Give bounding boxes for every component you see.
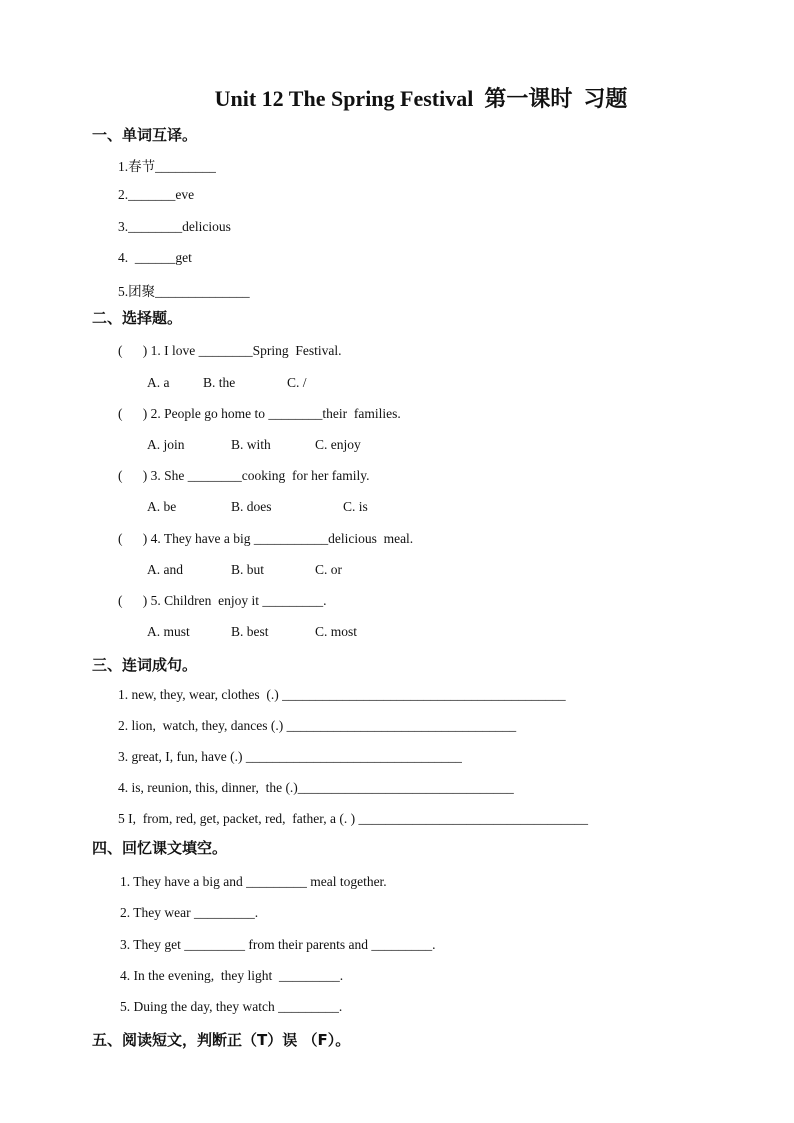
choice-option: A. must bbox=[147, 624, 190, 639]
sentence-item-2: 2. lion, watch, they, dances (.) __________________________________ bbox=[118, 718, 517, 733]
choice-option: C. or bbox=[315, 562, 342, 577]
fill-item-5: 5. Duing the day, they watch _________. bbox=[120, 999, 343, 1014]
choice-option: C. enjoy bbox=[315, 437, 361, 452]
vocab-item-3: 3.________delicious bbox=[118, 219, 231, 234]
choice-question-2: ( ) 2. People go home to ________their families. bbox=[118, 406, 401, 421]
page-title: Unit 12 The Spring Festival 第一课时 习题 bbox=[214, 86, 628, 111]
sentence-item-4: 4. is, reunion, this, dinner, the (.)________________________________ bbox=[118, 780, 514, 795]
choice-question-4: ( ) 4. They have a big ___________delicious meal. bbox=[118, 531, 414, 546]
section-heading-sentence: 三、连词成句。 bbox=[92, 656, 198, 674]
sentence-item-3: 3. great, I, fun, have (.) ________________________________ bbox=[118, 749, 462, 764]
choice-option: C. / bbox=[287, 375, 307, 390]
section-heading-reading: 五、阅读短文，判断正（T）误 （F）。 bbox=[92, 1031, 351, 1049]
fill-item-1: 1. They have a big and _________ meal together. bbox=[120, 874, 387, 889]
choice-option: B. best bbox=[231, 624, 269, 639]
section-heading-fill: 四、回忆课文填空。 bbox=[92, 839, 228, 857]
sentence-item-5: 5 I, from, red, get, packet, red, father, a (. ) __________________________________ bbox=[118, 811, 588, 826]
choice-option: C. most bbox=[315, 624, 358, 639]
choice-option: A. be bbox=[147, 499, 177, 514]
choice-option: A. and bbox=[147, 562, 183, 577]
vocab-item-4: 4. ______get bbox=[118, 250, 192, 265]
choice-option: A. join bbox=[147, 437, 185, 452]
choice-option: A. a bbox=[147, 375, 170, 390]
choice-question-1: ( ) 1. I love ________Spring Festival. bbox=[118, 343, 342, 358]
vocab-item-5: 5.团聚______________ bbox=[118, 284, 250, 299]
choice-option: C. is bbox=[343, 499, 368, 514]
fill-item-2: 2. They wear _________. bbox=[120, 905, 259, 920]
choice-question-3: ( ) 3. She ________cooking for her family. bbox=[118, 468, 370, 483]
fill-item-4: 4. In the evening, they light _________. bbox=[120, 968, 344, 983]
choice-question-5: ( ) 5. Children enjoy it _________. bbox=[118, 593, 327, 608]
vocab-item-2: 2._______eve bbox=[118, 187, 195, 202]
fill-item-3: 3. They get _________ from their parents and _________. bbox=[120, 937, 436, 952]
choice-option: B. but bbox=[231, 562, 265, 577]
choice-option: B. with bbox=[231, 437, 271, 452]
choice-option: B. does bbox=[231, 499, 272, 514]
vocab-item-1: 1.春节_________ bbox=[118, 159, 216, 174]
section-heading-vocab: 一、单词互译。 bbox=[92, 126, 198, 144]
section-heading-choice: 二、选择题。 bbox=[92, 309, 183, 327]
choice-option: B. the bbox=[203, 375, 236, 390]
sentence-item-1: 1. new, they, wear, clothes (.) __________________________________________ bbox=[118, 687, 566, 702]
